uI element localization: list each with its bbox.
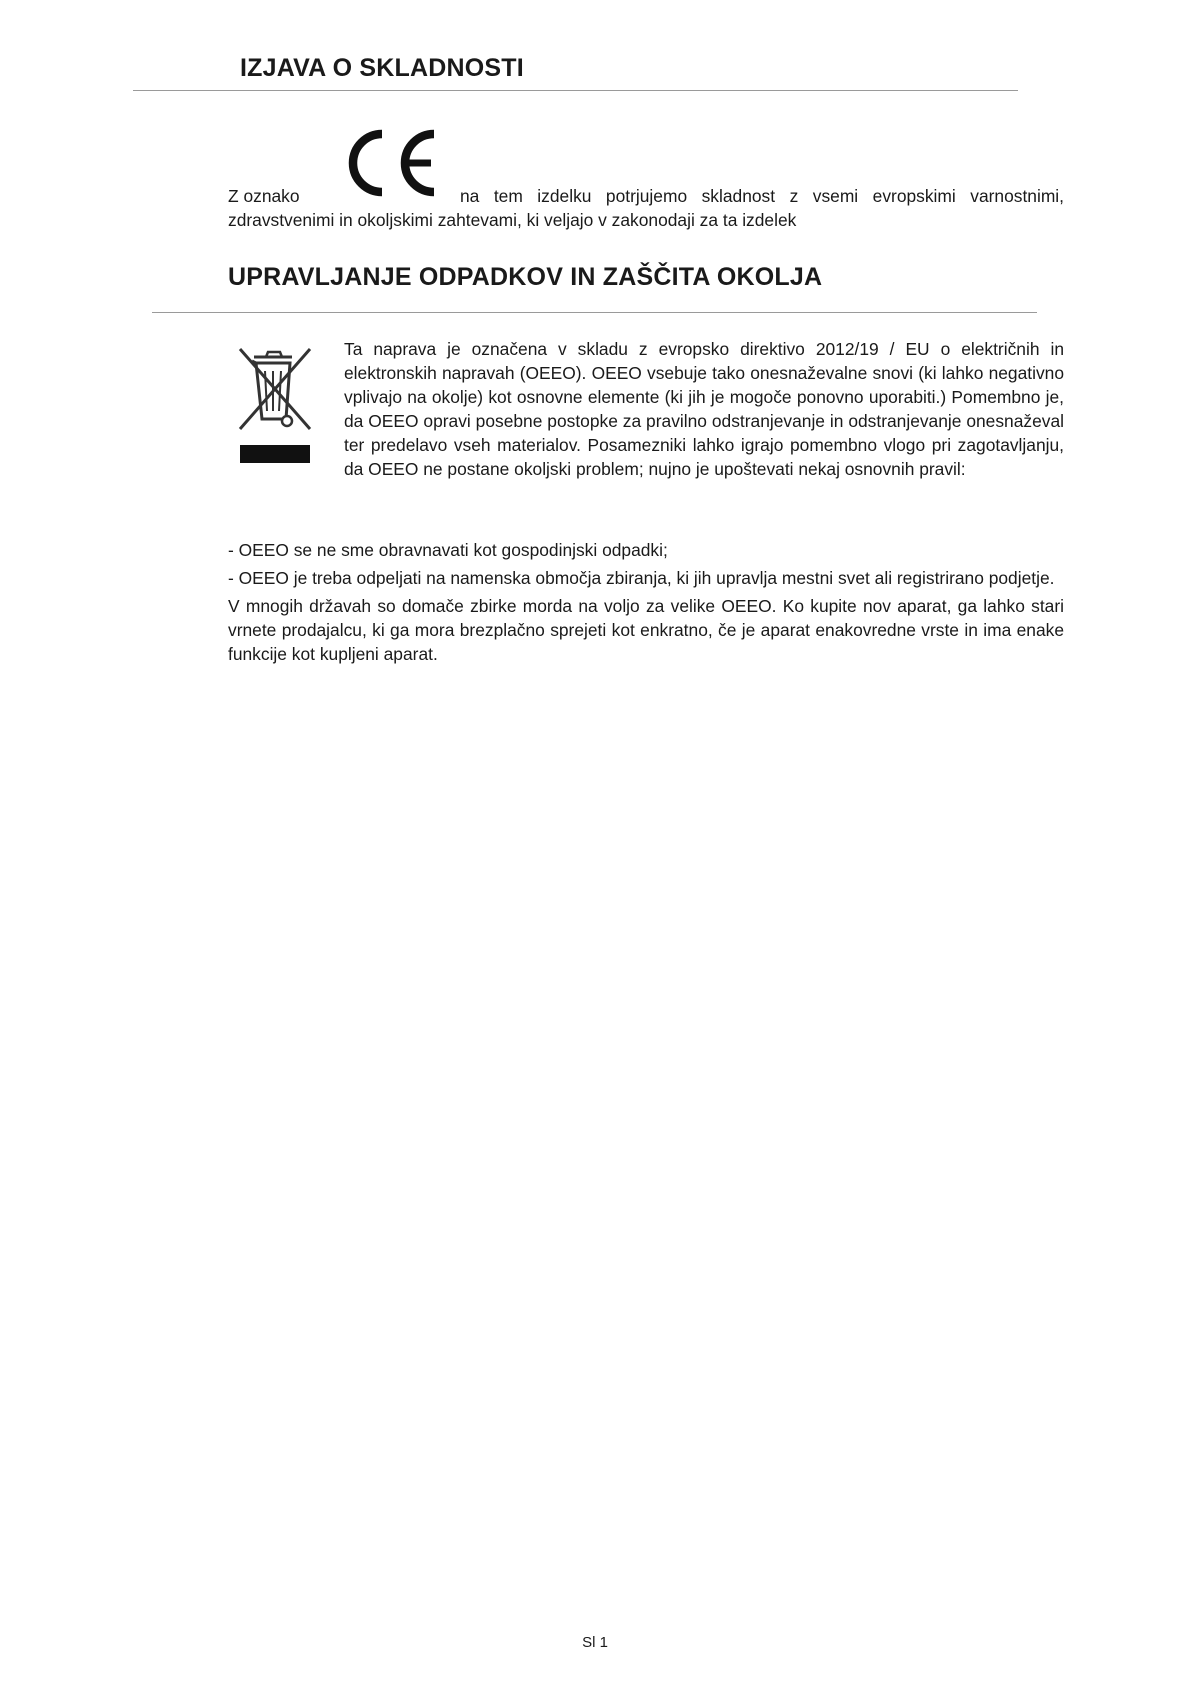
ce-text-before: Z oznako — [228, 186, 300, 206]
section-title-declaration: IZJAVA O SKLADNOSTI — [240, 54, 524, 82]
ce-text-after: na tem izdelku potrjujemo skladnost z vsemi evropskimi varnostnimi, — [460, 186, 1064, 206]
ce-declaration — [228, 128, 1064, 228]
closing-paragraph: V mnogih državah so domače zbirke morda na voljo za velike OEEO. Ko kupite nov aparat, ga lahko stari vrnete prodajalcu, ki ga mora brezplačno sprejeti kot enkratno, če je aparat enakovredne vrste in ima enake funkcije kot kupljeni aparat. — [228, 596, 1064, 664]
divider — [133, 90, 1018, 91]
disposal-rules — [228, 538, 1064, 670]
ce-text-line2: zdravstvenimi in okoljskimi zahtevami, ki veljajo v zakonodaji za ta izdelek — [228, 210, 797, 230]
rule-item: - OEEO je treba odpeljati na namenska območja zbiranja, ki jih upravlja mestni svet ali registrirano podjetje. — [228, 568, 1055, 588]
divider — [152, 312, 1037, 313]
crossed-out-wheelie-bin-icon — [232, 333, 316, 485]
weee-paragraph: Ta naprava je označena v skladu z evropsko direktivo 2012/19 / EU o električnih in elektronskih napravah (OEEO). OEEO vsebuje tako onesnaževalne snovi (ki lahko negativno vplivajo na okolje) kot osnovne elemente (ki jih je mogoče ponovno uporabiti.) Pomembno je, da OEEO opravi posebne postopke za pravilno odstranjevanje in odstranjevanje onesnaževal ter predelavo vseh materialov. Posamezniki lahko igrajo pomembno vlogo pri zagotavljanju, da OEEO ne postane okoljski problem; nujno je upoštevati nekaj osnovnih pravil: — [344, 339, 1064, 479]
section-title-waste: UPRAVLJANJE ODPADKOV IN ZAŠČITA OKOLJA — [228, 263, 823, 291]
ce-mark-icon — [338, 128, 438, 198]
rule-item: - OEEO se ne sme obravnavati kot gospodinjski odpadki; — [228, 540, 668, 560]
page-number: Sl 1 — [582, 1634, 608, 1651]
